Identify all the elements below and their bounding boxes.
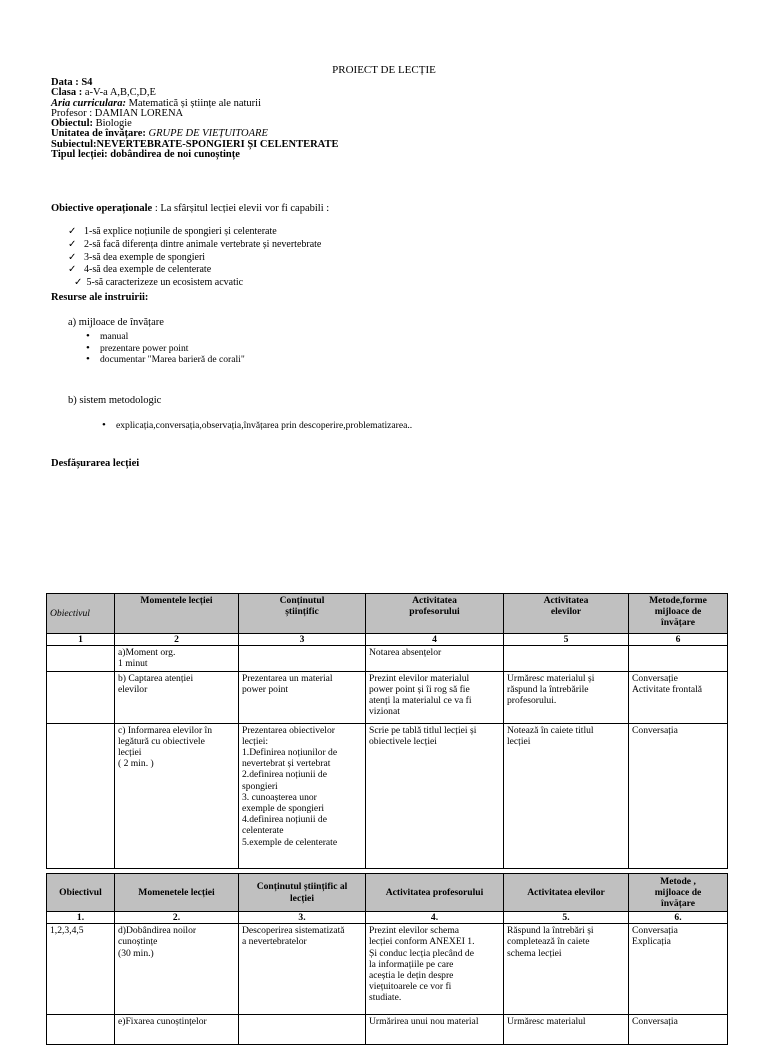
table-cell: Notarea absențelor: [366, 646, 504, 671]
column-number: 1.: [47, 912, 115, 924]
resources-heading: Resurse ale instruirii:: [51, 292, 149, 303]
table-cell: Urmăresc materialul și răspund la întrebările profesorului.: [504, 671, 629, 723]
column-header: Momentele lecției: [115, 594, 239, 634]
checkmark-icon: ✓: [68, 251, 77, 263]
table-cell: [47, 671, 115, 723]
table-number-row: [47, 912, 728, 924]
obiectul-line: Obiectul: Biologie: [51, 118, 132, 130]
column-number: 6: [629, 634, 728, 646]
table-row: [47, 924, 728, 1015]
checkmark-icon: ✓: [74, 277, 83, 289]
resources-b-list: [116, 420, 412, 432]
table-cell: Notează în caiete titlul lecției: [504, 723, 629, 868]
objectives-heading: Obiective operaționale : La sfârșitul lecției elevii vor fi capabili :: [51, 203, 330, 214]
table-header-row: [47, 594, 728, 634]
desfasurarea-heading: Desfășurarea lecției: [51, 458, 140, 469]
table-cell: a)Moment org. 1 minut: [115, 646, 239, 671]
table-cell: d)Dobândirea noilor cunoștințe (30 min.): [115, 924, 239, 1015]
column-header: Conținutul științific: [239, 594, 366, 634]
table-row: [47, 1015, 728, 1045]
table-cell: [47, 1015, 115, 1045]
clasa-line: Clasa : a-V-a A,B,C,D,E: [51, 87, 156, 99]
lesson-table-2: [46, 873, 728, 1045]
checkmark-icon: ✓: [68, 226, 77, 237]
list-item: • documentar "Marea barieră de corali": [100, 354, 245, 366]
table-cell: Conversația: [629, 1015, 728, 1045]
list-item: ✓ 5-să caracterizeze un ecosistem acvatic: [74, 277, 244, 289]
resources-a-label: a) mijloace de învățare: [68, 317, 164, 328]
subiectul-line: Subiectul:NEVERTEBRATE-SPONGIERI ȘI CELENTERATE: [51, 138, 339, 150]
table-cell: Prezint elevilor schema lecției conform ANEXEI 1. Și conduc lecția plecând de la informațiile pe care aceștia le dețin despre viețuitoarele ce vor fi studiate.: [366, 924, 504, 1015]
column-header: Metode , mijloace de învățare: [629, 874, 728, 912]
resources-b-label: b) sistem metodologic: [68, 395, 162, 406]
table-cell: Descoperirea sistematizată a nevertebratelor: [239, 924, 366, 1015]
column-number: 4.: [366, 912, 504, 924]
objectives-list: [68, 226, 321, 290]
table-cell: [47, 646, 115, 671]
resources-a-list: [100, 331, 245, 366]
table-cell: Prezentarea obiectivelor lecției: 1.Definirea noțiunilor de nevertebrat și vertebrat 2.definirea noțiunii de spongieri 3. cunoașterea unor exemple de spongieri 4.definirea noțiunii de celenterate 5.exemple de celenterate: [239, 723, 366, 868]
checkmark-icon: ✓: [68, 238, 77, 250]
column-number: 5: [504, 634, 629, 646]
header-block: [51, 78, 338, 160]
column-number: 2.: [115, 912, 239, 924]
column-number: 6.: [629, 912, 728, 924]
table-cell: Răspund la întrebări și completează în caiete schema lecției: [504, 924, 629, 1015]
table-cell: [504, 646, 629, 671]
list-item: • manual: [100, 331, 245, 343]
table-cell: Conversație Activitate frontală: [629, 671, 728, 723]
list-item: • prezentare power point: [100, 343, 245, 355]
table-cell: Prezint elevilor materialul power point și îi rog să fie atenți la materialul ce va fi vizionat: [366, 671, 504, 723]
column-header: Activitatea profesorului: [366, 874, 504, 912]
unitatea-line: Unitatea de învățare: GRUPE DE VIEȚUITOARE: [51, 128, 268, 140]
column-number: 3.: [239, 912, 366, 924]
table-cell: b) Captarea atenției elevilor: [115, 671, 239, 723]
column-header: Metode,forme mijloace de învățare: [629, 594, 728, 634]
table-cell: [629, 646, 728, 671]
table-cell: Conversația Explicația: [629, 924, 728, 1015]
column-number: 1: [47, 634, 115, 646]
table-row: [47, 723, 728, 868]
table-cell: [47, 723, 115, 868]
column-number: 5.: [504, 912, 629, 924]
list-item: ✓ 1-să explice noțiunile de spongieri și celenterate: [68, 226, 277, 237]
profesor-line: Profesor : DAMIAN LORENA: [51, 107, 184, 119]
column-header: Obiectivul: [47, 594, 115, 634]
table-header-row: [47, 874, 728, 912]
table-row: [47, 671, 728, 723]
column-header: Activitatea elevilor: [504, 874, 629, 912]
table-cell: Prezentarea un material power point: [239, 671, 366, 723]
list-item: ✓ 4-să dea exemple de celenterate: [68, 264, 212, 276]
table-cell: [239, 1015, 366, 1045]
table-cell: Conversația: [629, 723, 728, 868]
table-cell: [239, 646, 366, 671]
list-item: • explicația,conversația,observația,învățarea prin descoperire,problematizarea..: [116, 420, 412, 432]
column-header: Momenetele lecției: [115, 874, 239, 912]
checkmark-icon: ✓: [68, 264, 77, 276]
tipul-line: Tipul lecției: dobândirea de noi cunoștințe: [51, 149, 240, 161]
list-item: ✓ 3-să dea exemple de spongieri: [68, 251, 206, 263]
table-cell: Urmăresc materialul: [504, 1015, 629, 1045]
column-header: Conținutul științific al lecției: [239, 874, 366, 912]
aria-line: Aria curriculara: Matematică și științe ale naturii: [51, 97, 261, 109]
column-number: 3: [239, 634, 366, 646]
list-item: ✓ 2-să facă diferența dintre animale vertebrate și nevertebrate: [68, 238, 322, 250]
table-row: [47, 646, 728, 671]
page-title: PROIECT DE LECȚIE: [332, 64, 436, 76]
table-cell: Urmărirea unui nou material: [366, 1015, 504, 1045]
lesson-table-1: [46, 593, 728, 869]
table-cell: e)Fixarea cunoștințelor: [115, 1015, 239, 1045]
column-header: Obiectivul: [47, 874, 115, 912]
column-header: Activitatea profesorului: [366, 594, 504, 634]
table-cell: Scrie pe tablă titlul lecției și obiectivele lecției: [366, 723, 504, 868]
table-number-row: [47, 634, 728, 646]
table-cell: c) Informarea elevilor în legătură cu obiectivele lecției ( 2 min. ): [115, 723, 239, 868]
column-number: 4: [366, 634, 504, 646]
data-line: Data : S4: [51, 77, 93, 88]
column-number: 2: [115, 634, 239, 646]
column-header: Activitatea elevilor: [504, 594, 629, 634]
table-cell: 1,2,3,4,5: [47, 924, 115, 1015]
